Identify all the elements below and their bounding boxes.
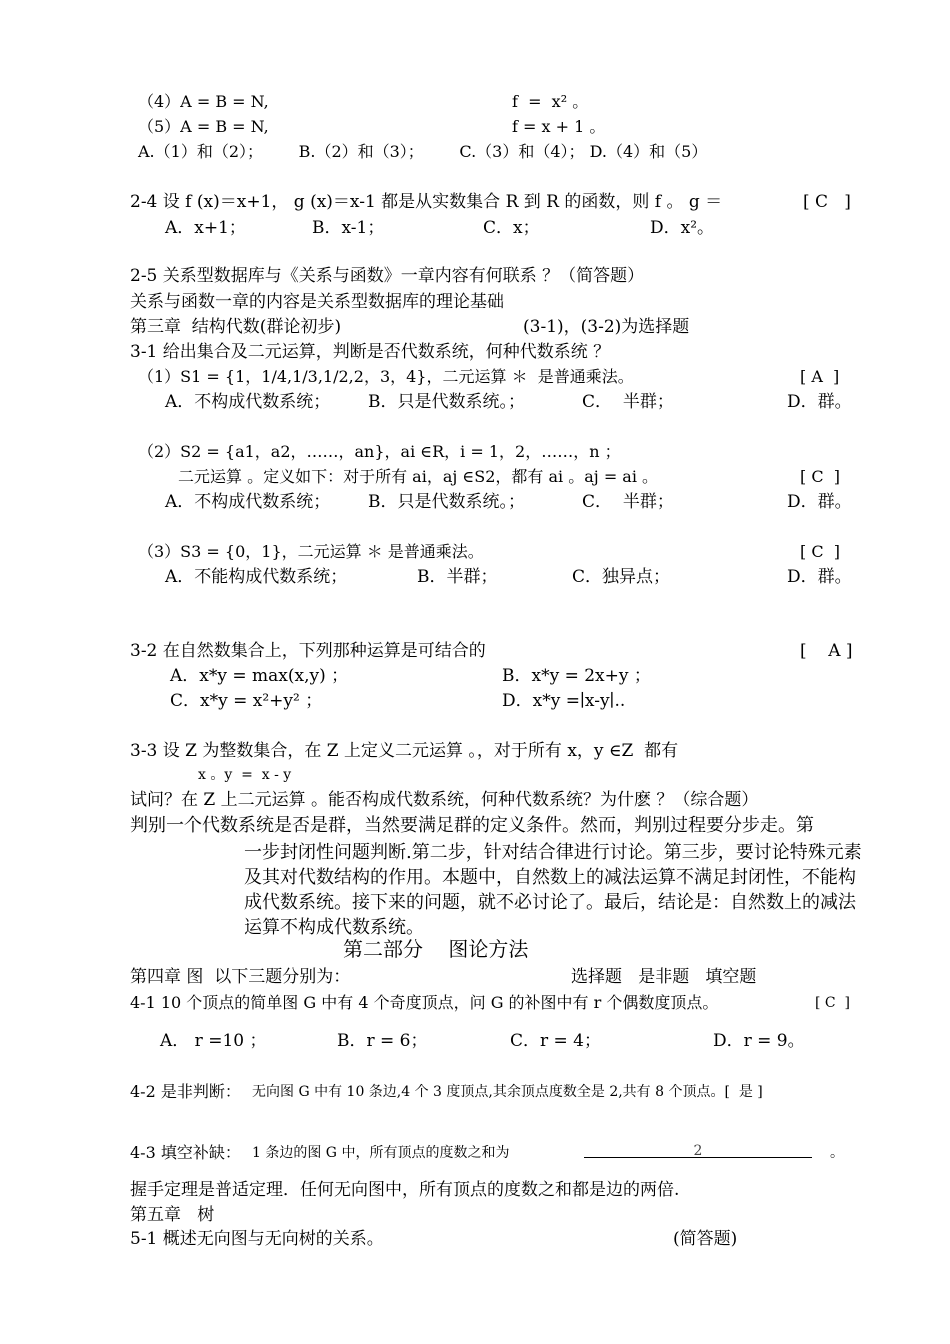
sub-question-definition: 二元运算 。定义如下：对于所有 ai，aj ∈S2，都有 ai 。aj = ai 。 <box>178 467 659 486</box>
blank-answer: 2 <box>693 1143 703 1159</box>
chapter-note: 选择题 是非题 填空题 <box>571 967 757 987</box>
fill-in-blank <box>584 1143 812 1158</box>
text-line: （4）A = B = N, <box>138 92 269 111</box>
answer-text: 握手定理是普适定理．任何无向图中，所有顶点的度数之和都是边的两倍. <box>130 1180 680 1200</box>
answer-bracket: [ C ] <box>803 192 851 212</box>
answer-paragraph-cont: 一步封闭性问题判断.第二步，针对结合律进行讨论。第三步，要讨论特殊元素及其对代数结构的作用。本题中，自然数上的减法运算不满足封闭性，不能构成代数系统。接下来的问题，就不必讨论了。最后，结论是：自然数上的减法运算不构成代数系统。 <box>244 842 862 938</box>
text-line: f = x² 。 <box>512 92 589 111</box>
question-4-2: 4-2 是非判断： <box>130 1082 241 1101</box>
text-line: （5）A = B = N, <box>138 117 269 136</box>
question-4-3-text: 1 条边的图 G 中，所有顶点的度数之和为 <box>252 1145 510 1161</box>
period: 。 <box>830 1145 844 1161</box>
option-c: C． 半群； <box>582 492 674 512</box>
option-b: B．只是代数系统。； <box>368 392 525 412</box>
option-c: C．r = 4； <box>510 1031 602 1051</box>
option-d: D．群。 <box>787 492 852 512</box>
option-d: D．x*y =∣x-y∣.. <box>502 691 626 711</box>
question-text: 试问？在 Z 上二元运算 。能否构成代数系统，何种代数系统？为什麽 ？（综合题） <box>130 790 759 810</box>
answer-bracket: [ A ] <box>800 641 853 661</box>
text-line: f = x + 1 。 <box>512 117 606 136</box>
answer-bracket: [ C ] <box>815 995 850 1011</box>
option-c: C． 半群； <box>582 392 674 412</box>
chapter-heading: 第五章 树 <box>130 1205 215 1225</box>
option-b: B．只是代数系统。； <box>368 492 525 512</box>
question-4-2-text: 无向图 G 中有 10 条边,4 个 3 度顶点,其余顶点度数全是 2,共有 8 个顶点。[ 是 ] <box>252 1084 763 1100</box>
answer-paragraph: 判别一个代数系统是否是群，当然要满足群的定义条件。然而，判别过程要分步走。第 <box>130 815 814 836</box>
option-a: A．x+1； <box>165 218 246 238</box>
option-b: B．r = 6； <box>337 1031 428 1051</box>
chapter-heading: 第四章 图 以下三题分别为： <box>130 967 351 987</box>
option-c: C．x*y = x²+y² ； <box>170 691 323 711</box>
sub-question: （3）S3 = {0，1}，二元运算 ＊ 是普通乘法。 <box>138 542 484 561</box>
option-a: A．不构成代数系统； <box>165 492 331 512</box>
option-a: A．不构成代数系统； <box>165 392 331 412</box>
question-3-3: 3-3 设 Z 为整数集合，在 Z 上定义二元运算 。，对于所有 x，y ∈Z 都有 <box>130 741 679 761</box>
chapter-note: (3-1)，(3-2)为选择题 <box>523 317 690 337</box>
question-2-5: 2-5 关系型数据库与《关系与函数》一章内容有何联系 ？（简答题） <box>130 266 645 286</box>
answer-bracket: [ A ] <box>800 367 840 386</box>
question-2-4: 2-4 设 f (x)＝x+1， g (x)＝x-1 都是从实数集合 R 到 R 的函数，则 f 。 g ＝ <box>130 192 723 212</box>
answer-bracket: [ C ] <box>800 467 840 486</box>
question-3-1: 3-1 给出集合及二元运算，判断是否代数系统，何种代数系统 ？ <box>130 342 611 362</box>
option-b: B．半群； <box>417 567 498 587</box>
answer-text: 关系与函数一章的内容是关系型数据库的理论基础 <box>130 292 504 312</box>
question-type: (简答题) <box>673 1229 738 1249</box>
formula: x 。y = x - y <box>198 767 292 783</box>
answer-bracket: [ C ] <box>800 542 840 561</box>
option-a: A．x*y = max(x,y) ； <box>170 666 349 686</box>
question-4-3: 4-3 填空补缺： <box>130 1143 241 1162</box>
option-d: D．群。 <box>787 567 852 587</box>
option-c: C．x； <box>483 218 540 238</box>
question-5-1: 5-1 概述无向图与无向树的关系。 <box>130 1229 384 1249</box>
sub-question: （2）S2 = {a1，a2，……，an}，ai ∈R，i = 1，2，……，n ； <box>138 442 621 461</box>
question-3-2: 3-2 在自然数集合上，下列那种运算是可结合的 <box>130 641 486 661</box>
part-heading: 第二部分 图论方法 <box>343 937 529 961</box>
sub-question: （1）S1 = {1，1/4,1/3,1/2,2，3，4}，二元运算 ＊ 是普通乘法。 <box>138 367 634 386</box>
option-c: C．独异点； <box>572 567 671 587</box>
option-d: D．x²。 <box>650 218 715 238</box>
chapter-heading: 第三章 结构代数(群论初步) <box>130 317 342 337</box>
option-a: A．不能构成代数系统； <box>165 567 348 587</box>
option-d: D．r = 9。 <box>713 1031 805 1051</box>
option-b: B．x*y = 2x+y ； <box>502 666 651 686</box>
answer-options: A.（1）和（2）； B.（2）和（3）； C.（3）和（4）； D.（4）和（5） <box>138 142 708 161</box>
option-d: D．群。 <box>787 392 852 412</box>
option-a: A． r =10 ； <box>160 1031 267 1051</box>
question-4-1: 4-1 10 个顶点的简单图 G 中有 4 个奇度顶点，问 G 的补图中有 r 个偶数度顶点。 <box>130 993 719 1012</box>
option-b: B．x-1； <box>312 218 385 238</box>
